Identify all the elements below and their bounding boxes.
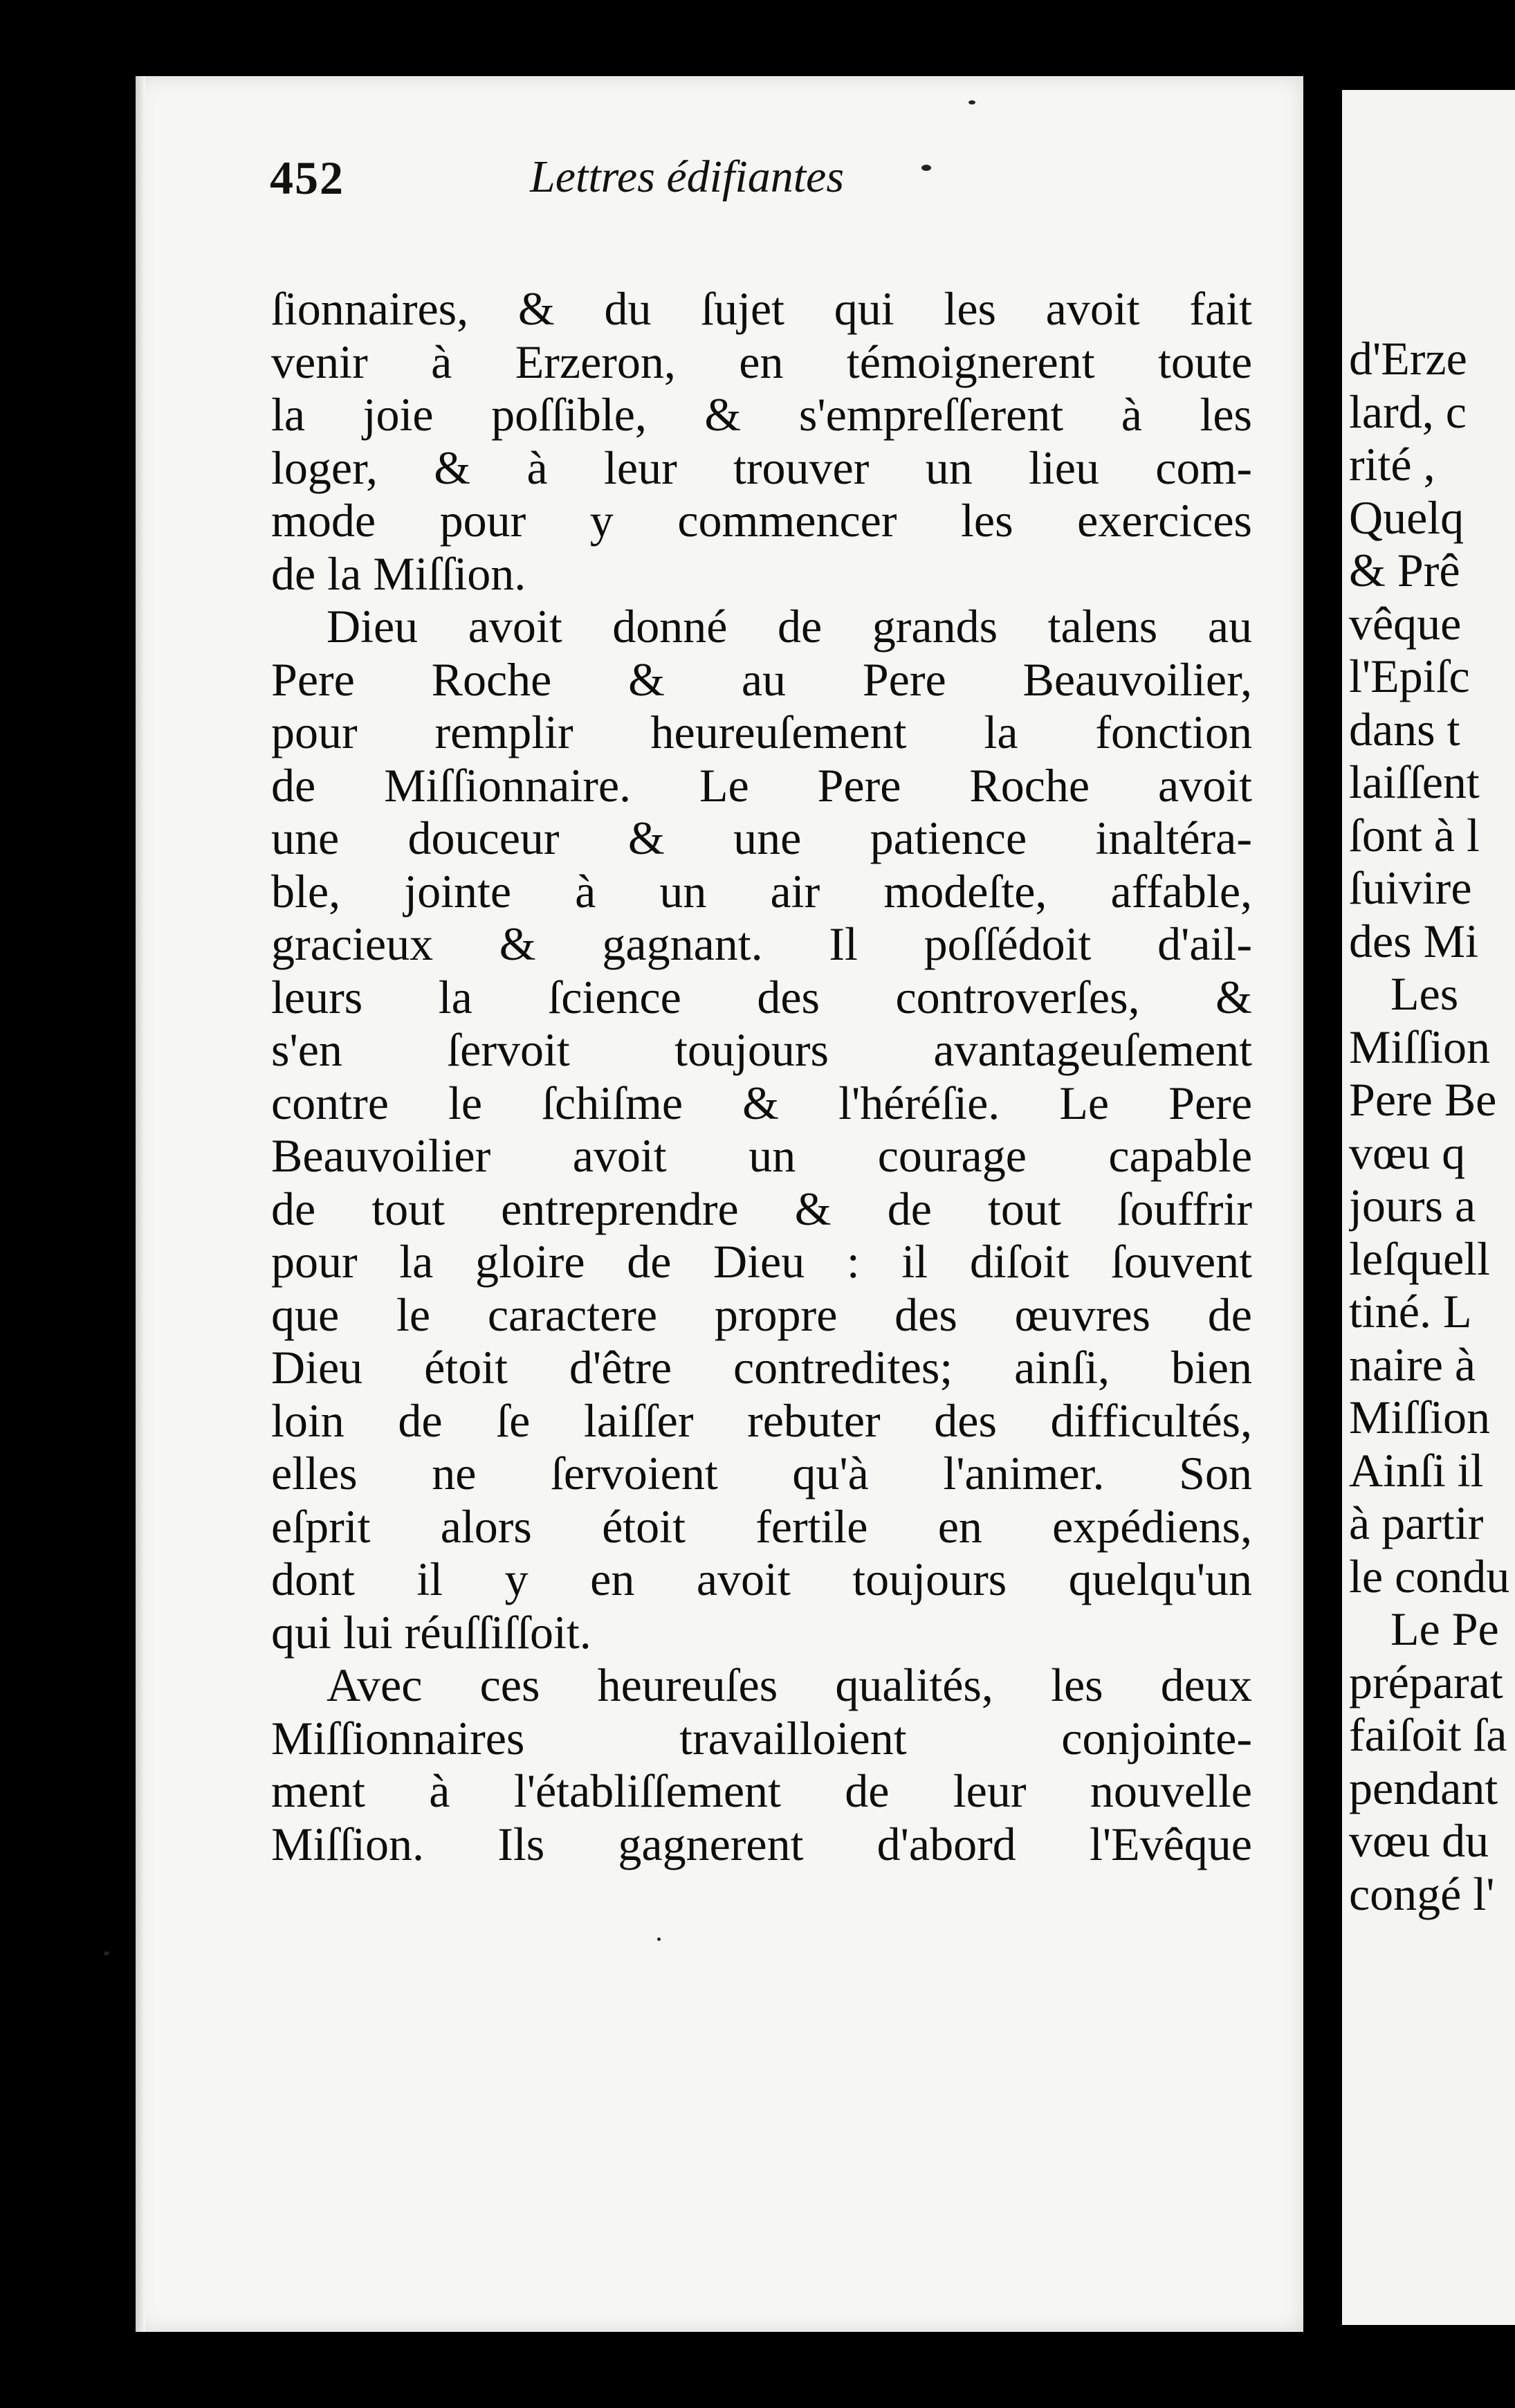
- text-line: tiné. L: [1349, 1285, 1472, 1338]
- text-line: Avec ces heureuſes qualités, les deux: [327, 1659, 1252, 1711]
- page-number: 452: [270, 152, 345, 204]
- text-line: Dieu avoit donné de grands talens au: [327, 600, 1252, 653]
- text-line: pour la gloire de Dieu : il diſoit ſouvent: [271, 1235, 1252, 1288]
- running-title: Lettres édifiantes: [530, 152, 845, 202]
- text-line: s'en ſervoit toujours avantageuſement: [271, 1023, 1252, 1076]
- text-line: une douceur & une patience inaltéra-: [271, 812, 1252, 864]
- text-line: dont il y en avoit toujours quelqu'un: [271, 1553, 1252, 1605]
- text-line: à partir: [1349, 1497, 1484, 1549]
- text-line: ment à l'établiſſement de leur nouvelle: [271, 1764, 1252, 1817]
- text-line: d'Erze: [1349, 332, 1467, 385]
- text-line: venir à Erzeron, en témoignerent toute: [271, 335, 1252, 388]
- text-line: mode pour y commencer les exercices: [271, 494, 1252, 547]
- text-line: de Miſſionnaire. Le Pere Roche avoit: [271, 758, 1252, 812]
- text-line: ble, jointe à un air modeſte, affable,: [271, 864, 1252, 918]
- text-line: le condu: [1349, 1549, 1510, 1603]
- text-line: que le caractere propre des œuvres de: [271, 1288, 1252, 1341]
- ink-speck: [921, 165, 931, 171]
- text-line: Le Pe: [1390, 1603, 1499, 1655]
- text-line: dans t: [1349, 702, 1460, 756]
- text-line: qui lui réuſſiſſoit.: [271, 1605, 591, 1659]
- text-line: rité ,: [1349, 438, 1435, 491]
- text-line: naire à: [1349, 1338, 1476, 1391]
- text-line: jours a: [1349, 1179, 1476, 1232]
- right-page-text: [1349, 332, 1515, 1920]
- text-line: Beauvoilier avoit un courage capable: [271, 1129, 1252, 1182]
- text-line: congé l': [1349, 1867, 1495, 1920]
- text-line: Miſſion. Ils gagnerent d'abord l'Evêque: [271, 1817, 1252, 1870]
- text-line: vêque: [1349, 596, 1462, 650]
- text-line: pour remplir heureuſement la fonction: [271, 706, 1252, 758]
- text-line: ſuivire: [1349, 861, 1472, 914]
- text-line: elles ne ſervoient qu'à l'animer. Son: [271, 1447, 1252, 1499]
- text-line: leſquell: [1349, 1232, 1490, 1285]
- text-line: préparat: [1349, 1655, 1503, 1708]
- text-line: Pere Roche & au Pere Beauvoilier,: [271, 653, 1252, 706]
- text-line: de tout entreprendre & de tout ſouffrir: [271, 1182, 1252, 1235]
- text-line: de la Miſſion.: [271, 547, 526, 600]
- text-line: Pere Be: [1349, 1073, 1497, 1126]
- text-line: Quelq: [1349, 491, 1464, 544]
- text-line: Miſſion: [1349, 1391, 1491, 1443]
- text-line: Ainſi il: [1349, 1443, 1484, 1497]
- text-line: la joie poſſible, & s'empreſſerent à les: [271, 388, 1252, 441]
- text-line: pendant: [1349, 1761, 1498, 1814]
- text-line: vœu q: [1349, 1126, 1466, 1179]
- left-page-text: [271, 282, 1252, 1870]
- text-line: contre le ſchiſme & l'héréſie. Le Pere: [271, 1076, 1252, 1129]
- text-line: faiſoit ſa: [1349, 1708, 1507, 1761]
- text-line: gracieux & gagnant. Il poſſédoit d'ail-: [271, 918, 1252, 970]
- page-edge-shadow: [136, 76, 145, 2332]
- text-line: loin de ſe laiſſer rebuter des difficultés,: [271, 1394, 1252, 1447]
- text-line: Les: [1390, 967, 1459, 1020]
- text-line: Miſſionnaires travailloient conjointe-: [271, 1711, 1252, 1764]
- text-line: des Mi: [1349, 914, 1478, 967]
- ink-speck: [657, 1937, 661, 1941]
- text-line: l'Epiſc: [1349, 650, 1470, 702]
- text-line: & Prê: [1349, 544, 1460, 596]
- text-line: eſprit alors étoit fertile en expédiens,: [271, 1499, 1252, 1553]
- text-line: vœu du: [1349, 1814, 1489, 1867]
- text-line: laiſſent: [1349, 756, 1480, 808]
- text-line: loger, & à leur trouver un lieu com-: [271, 441, 1252, 494]
- ink-speck: [104, 1951, 109, 1955]
- text-line: Dieu étoit d'être contredites; ainſi, bien: [271, 1341, 1252, 1394]
- text-line: Miſſion: [1349, 1020, 1491, 1073]
- ink-speck: [968, 100, 975, 104]
- text-line: leurs la ſcience des controverſes, &: [271, 970, 1252, 1023]
- text-line: ſont à l: [1349, 808, 1480, 861]
- text-line: lard, c: [1349, 385, 1467, 438]
- text-line: ſionnaires, & du ſujet qui les avoit fait: [271, 282, 1252, 335]
- running-head: [270, 151, 1031, 227]
